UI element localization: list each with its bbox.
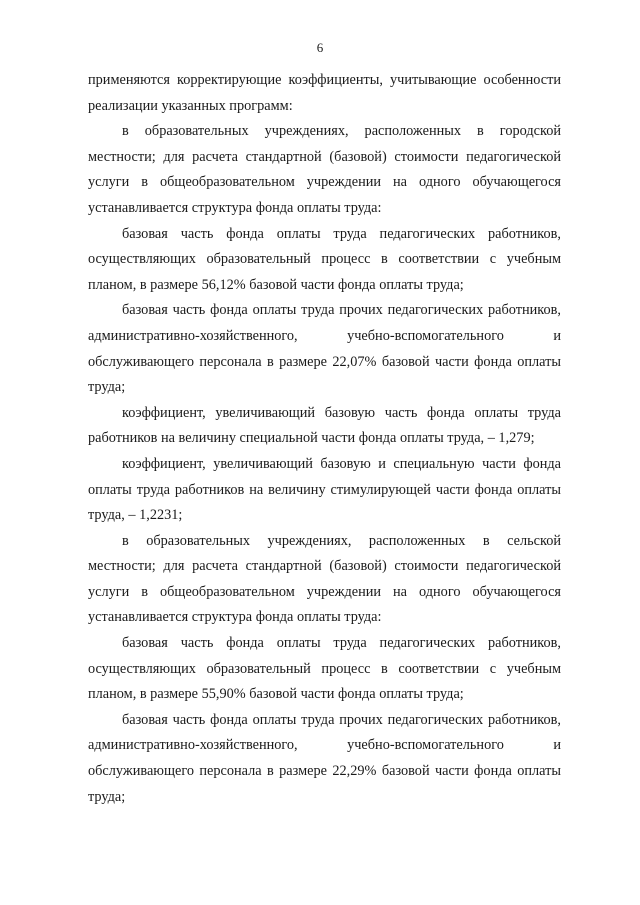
paragraph-urban-teachers-share: базовая часть фонда оплаты труда педагогических работников, осуществляющих образовательный процесс в соответствии с учебным планом, в размере 56,12% базовой части фонда оплаты труда; [88,225,561,293]
document-body [88,68,561,810]
paragraph-intro: применяются корректирующие коэффициенты, учитывающие особенности реализации указанных программ: [88,72,561,114]
paragraph-urban-other-staff-share: базовая часть фонда оплаты труда прочих педагогических работников, административно-хозяйственного, учебно-вспомогательного и обслуживающего персонала в размере 22,07% базовой части фонда оплаты труда; [88,302,561,396]
paragraph-rural-teachers-share: базовая часть фонда оплаты труда педагогических работников, осуществляющих образовательный процесс в соответствии с учебным планом, в размере 55,90% базовой части фонда оплаты труда; [88,635,561,703]
paragraph-stimulating-coefficient: коэффициент, увеличивающий базовую и специальную части фонда оплаты труда работников на величину стимулирующей части фонда оплаты труда, – 1,2231; [88,455,561,524]
paragraph-rural-other-staff-share: базовая часть фонда оплаты труда прочих педагогических работников, административно-хозяйственного, учебно-вспомогательного и обслуживающего персонала в размере 22,29% базовой части фонда оплаты труда; [88,711,561,805]
paragraph-special-coefficient: коэффициент, увеличивающий базовую часть фонда оплаты труда работников на величину специальной части фонда оплаты труда, – 1,279; [88,404,561,447]
page-number: 6 [316,40,324,55]
paragraph-rural-structure: в образовательных учреждениях, расположенных в сельской местности; для расчета стандартной (базовой) стоимости педагогической услуги в общеобразовательном учреждении на одного обучающегося устанавливается структура фонда оплаты труда: [88,532,561,626]
paragraph-urban-structure: в образовательных учреждениях, расположенных в городской местности; для расчета стандартной (базовой) стоимости педагогической услуги в общеобразовательном учреждении на одного обучающегося устанавливается структура фонда оплаты труда: [88,123,561,216]
